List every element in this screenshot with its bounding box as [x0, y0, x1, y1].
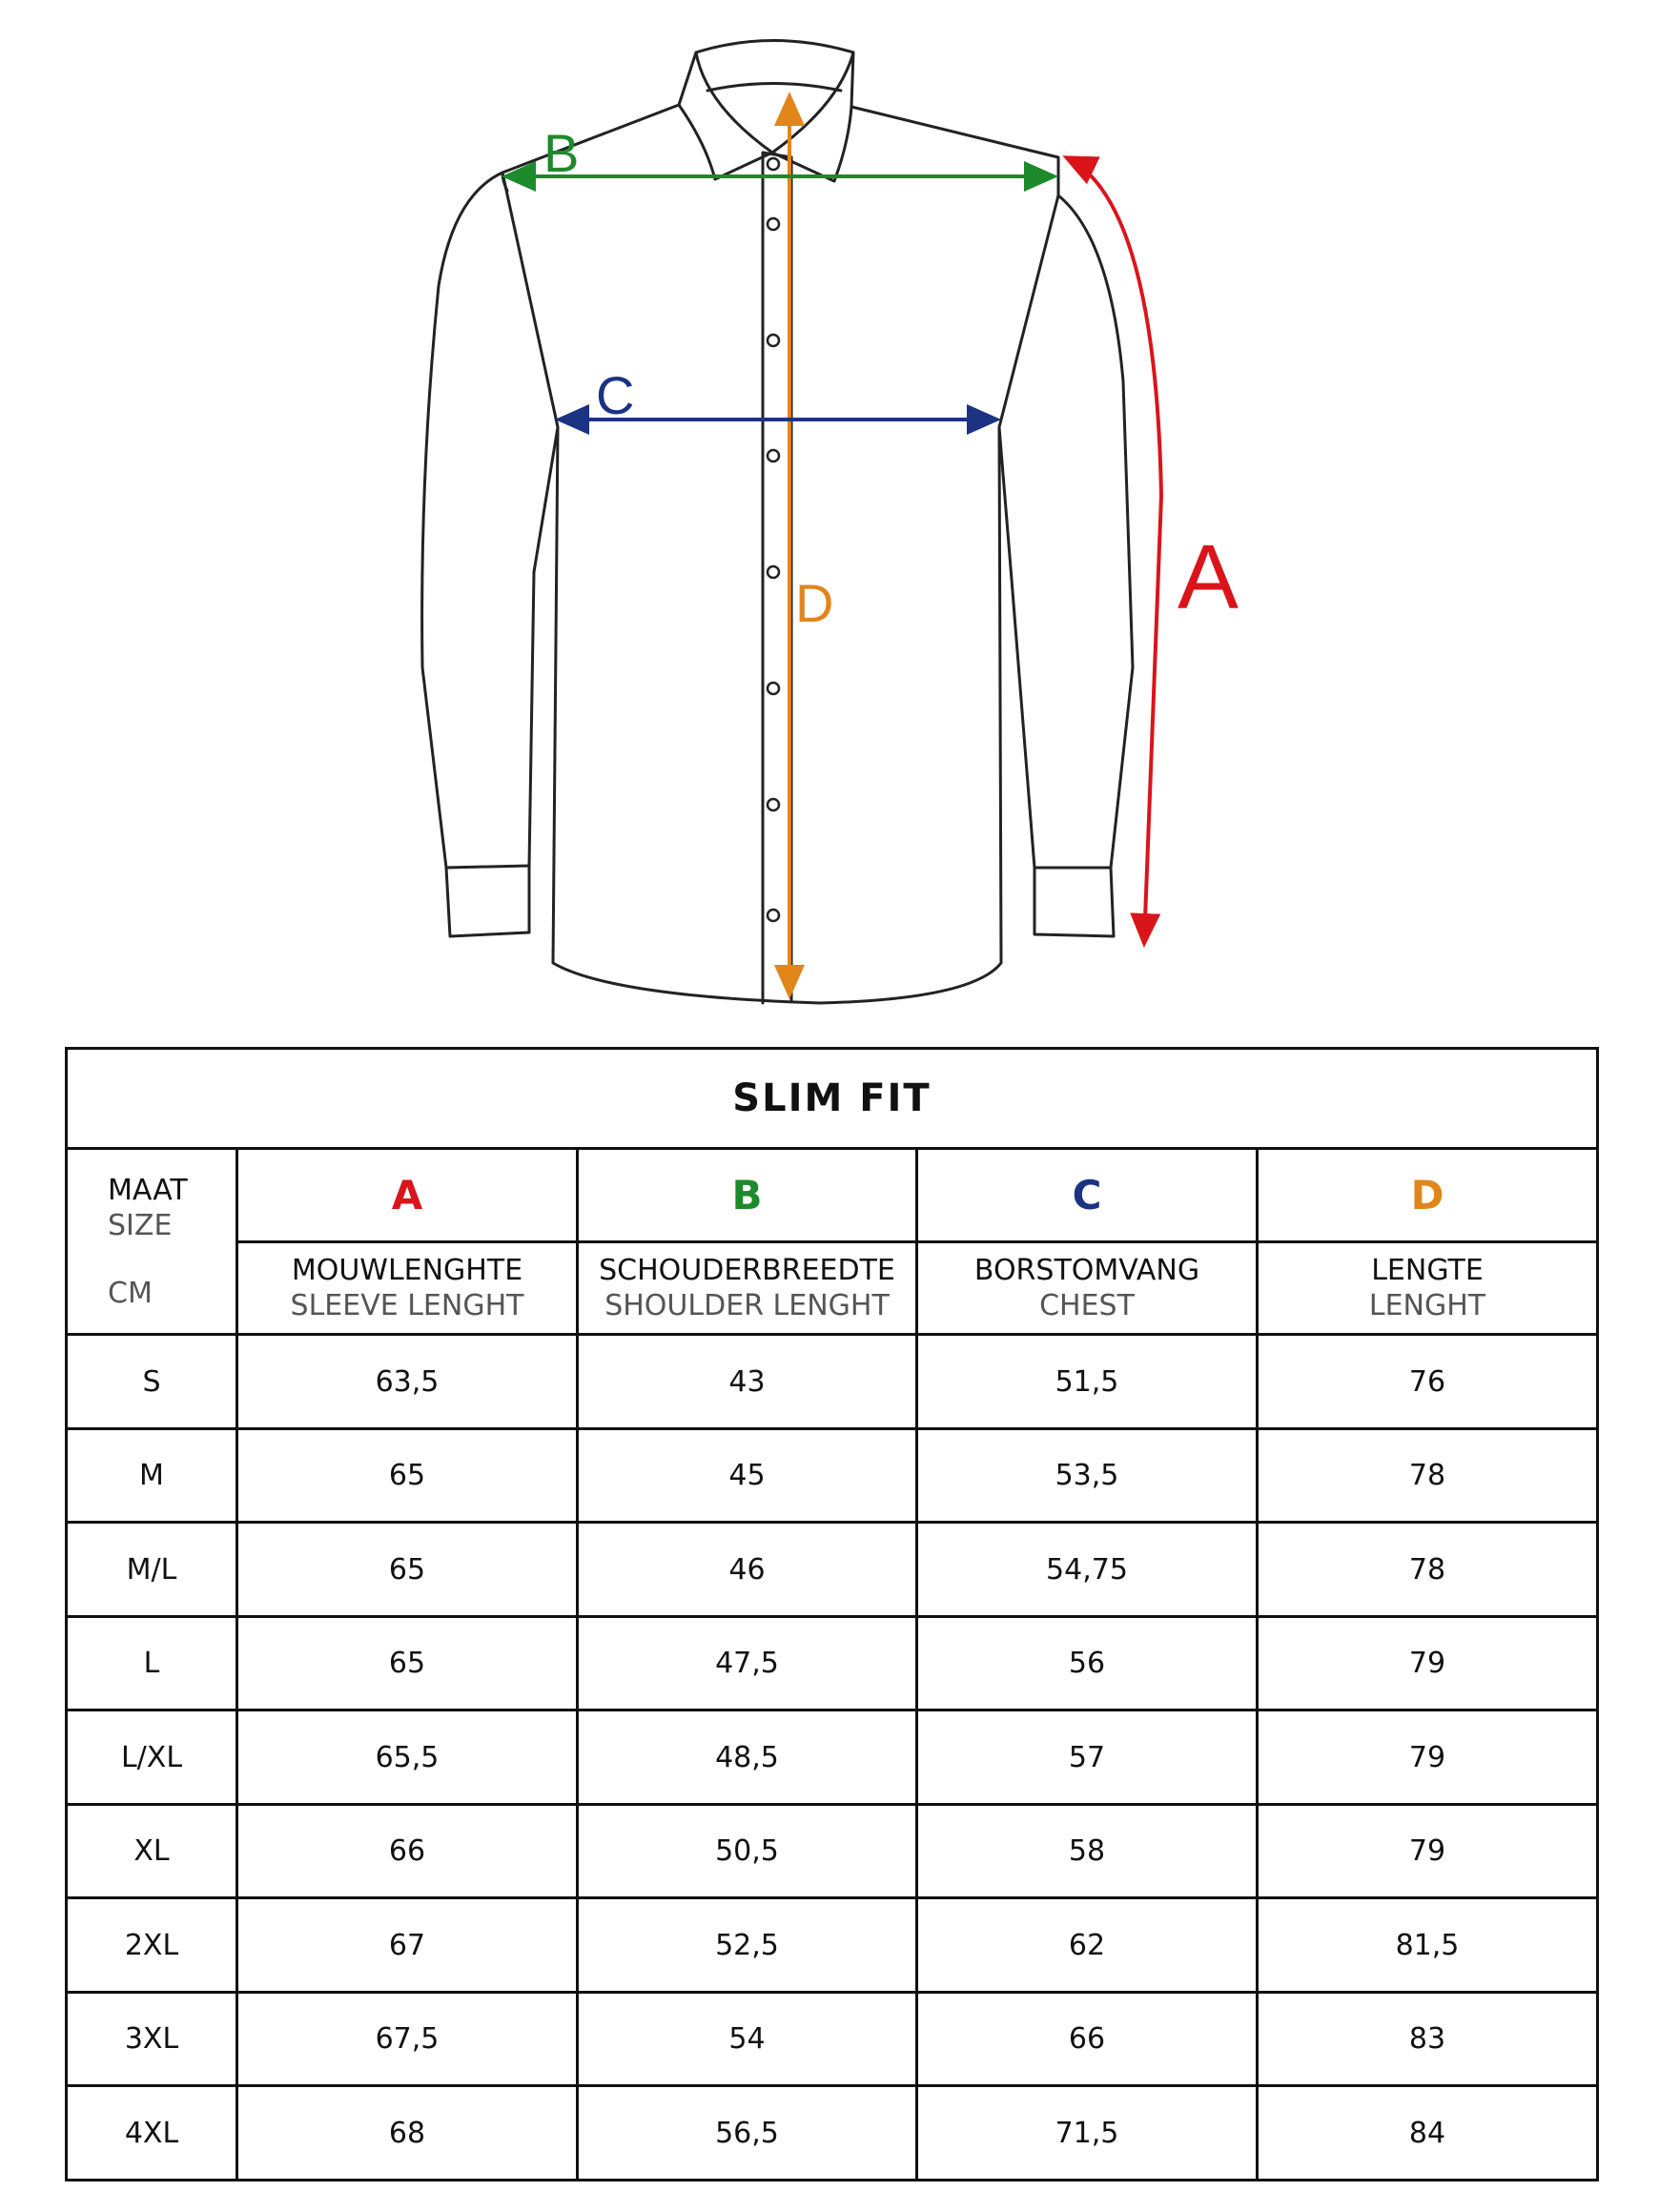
table-row: [67, 1428, 1598, 1522]
column-label-nl: MOUWLENGHTE: [291, 1254, 523, 1288]
size-cell: XL: [67, 1804, 237, 1897]
unit-label: CM: [108, 1276, 153, 1310]
value-cell: 67: [237, 1898, 578, 1992]
column-label-b: [578, 1242, 917, 1335]
value-cell: 54: [578, 1992, 917, 2085]
table-row: [67, 1523, 1598, 1616]
size-cell: S: [67, 1335, 237, 1428]
value-cell: 78: [1258, 1523, 1598, 1616]
column-label-nl: BORSTOMVANG: [973, 1254, 1200, 1288]
value-cell: 54,75: [917, 1523, 1258, 1616]
column-label-en: CHEST: [1039, 1289, 1135, 1323]
value-cell: 81,5: [1258, 1898, 1598, 1992]
column-label-nl: SCHOUDERBREEDTE: [599, 1254, 895, 1288]
value-cell: 65,5: [237, 1710, 578, 1804]
table-row: [67, 1898, 1598, 1992]
column-label-a: [237, 1242, 578, 1335]
value-cell: 63,5: [237, 1335, 578, 1428]
table-row: [67, 1992, 1598, 2085]
column-letter-d: D: [1258, 1148, 1598, 1241]
value-cell: 65: [237, 1616, 578, 1710]
value-cell: 66: [917, 1992, 1258, 2085]
column-label-en: SHOULDER LENGHT: [604, 1289, 890, 1323]
column-label-d: [1258, 1242, 1598, 1335]
value-cell: 62: [917, 1898, 1258, 1992]
column-letter-c: C: [917, 1148, 1258, 1241]
value-cell: 67,5: [237, 1992, 578, 2085]
measure-a-arrow: [1066, 157, 1161, 944]
value-cell: 76: [1258, 1335, 1598, 1428]
value-cell: 57: [917, 1710, 1258, 1804]
size-cell: L/XL: [67, 1710, 237, 1804]
column-label-c: [917, 1242, 1258, 1335]
value-cell: 43: [578, 1335, 917, 1428]
size-label-nl: MAAT: [108, 1173, 188, 1207]
size-cell: M/L: [67, 1523, 237, 1616]
value-cell: 45: [578, 1428, 917, 1522]
value-cell: 56,5: [578, 2086, 917, 2181]
value-cell: 48,5: [578, 1710, 917, 1804]
value-cell: 79: [1258, 1616, 1598, 1710]
value-cell: 83: [1258, 1992, 1598, 2085]
table-title: SLIM FIT: [67, 1049, 1598, 1149]
value-cell: 46: [578, 1523, 917, 1616]
column-letter-b: B: [578, 1148, 917, 1241]
value-cell: 65: [237, 1428, 578, 1522]
value-cell: 79: [1258, 1804, 1598, 1897]
column-label-nl: LENGTE: [1371, 1254, 1484, 1288]
value-cell: 66: [237, 1804, 578, 1897]
shirt-buttons: [768, 158, 779, 921]
value-cell: 71,5: [917, 2086, 1258, 2181]
column-label-en: LENGHT: [1368, 1289, 1486, 1323]
table-row: [67, 1616, 1598, 1710]
label-a: A: [1178, 526, 1239, 628]
value-cell: 78: [1258, 1428, 1598, 1522]
value-cell: 58: [917, 1804, 1258, 1897]
column-label-en: SLEEVE LENGHT: [290, 1289, 524, 1323]
value-cell: 56: [917, 1616, 1258, 1710]
table-row: [67, 1335, 1598, 1428]
size-cell: L: [67, 1616, 237, 1710]
size-chart-table: [65, 1047, 1599, 2181]
table-row: [67, 1710, 1598, 1804]
size-cell: 3XL: [67, 1992, 237, 2085]
value-cell: 53,5: [917, 1428, 1258, 1522]
value-cell: 84: [1258, 2086, 1598, 2181]
size-cell: 4XL: [67, 2086, 237, 2181]
size-label-en: SIZE: [108, 1208, 173, 1242]
value-cell: 50,5: [578, 1804, 917, 1897]
value-cell: 79: [1258, 1710, 1598, 1804]
value-cell: 68: [237, 2086, 578, 2181]
label-b: B: [543, 123, 580, 183]
value-cell: 52,5: [578, 1898, 917, 1992]
size-header-cell: [67, 1148, 237, 1335]
table-row: [67, 1804, 1598, 1897]
size-cell: M: [67, 1428, 237, 1522]
size-cell: 2XL: [67, 1898, 237, 1992]
column-letter-a: A: [237, 1148, 578, 1241]
shirt-outline: [422, 41, 1133, 1004]
table-row: [67, 2086, 1598, 2181]
value-cell: 65: [237, 1523, 578, 1616]
value-cell: 47,5: [578, 1616, 917, 1710]
label-d: D: [795, 573, 834, 633]
shirt-measurement-diagram: [0, 0, 1659, 1039]
label-c: C: [596, 365, 635, 425]
value-cell: 51,5: [917, 1335, 1258, 1428]
